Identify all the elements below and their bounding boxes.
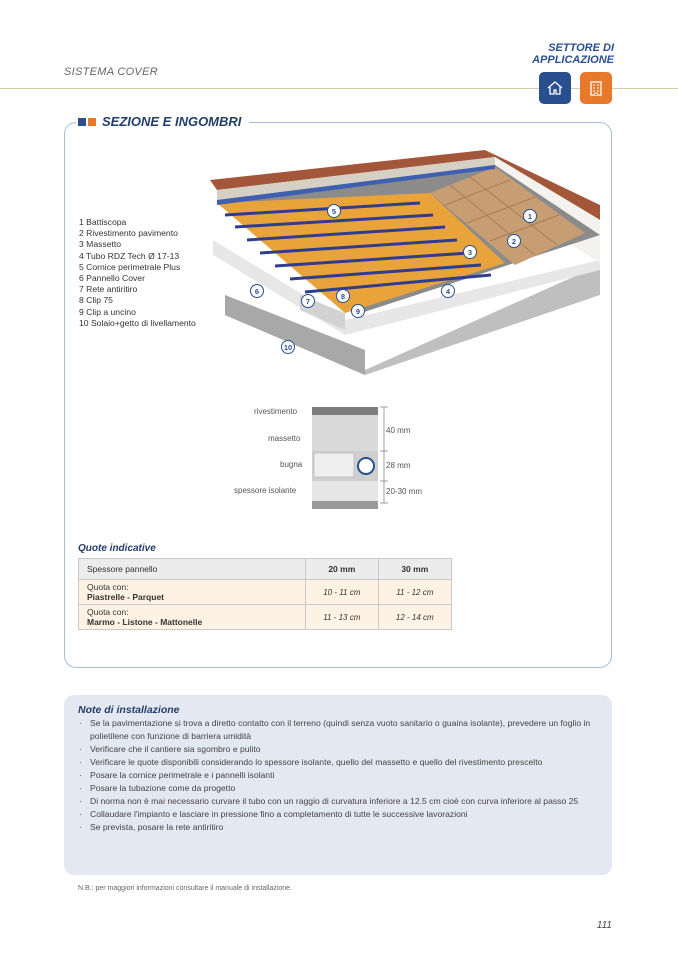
list-item: · Se prevista, posare la rete antiritiro	[78, 821, 598, 834]
callout-badge: 2	[507, 234, 521, 248]
list-item: · Posare la cornice perimetrale e i pannelli isolanti	[78, 769, 598, 782]
callout-badge: 10	[281, 340, 295, 354]
list-item: · Verificare le quote disponibili considerando lo spessore isolante, quello del massetto e quello del rivestimento prescelto	[78, 756, 598, 769]
footnote: N.B.: per maggiori informazioni consultare il manuale di installazione.	[78, 885, 292, 892]
quotes-table	[78, 558, 452, 630]
row-label-line1: Quota con:	[87, 582, 129, 592]
list-item: · Collaudare l'impianto e lasciare in pressione fino a completamento di tutte le successive lavorazioni	[78, 808, 598, 821]
quotes-title: Quote indicative	[78, 543, 156, 554]
notes-list	[78, 717, 598, 834]
callout-badge: 4	[441, 284, 455, 298]
legend-item: 10 Solaio+getto di livellamento	[79, 317, 196, 328]
sector-title-line1: SETTORE DI	[548, 42, 614, 54]
page-number: 111	[596, 920, 612, 931]
floor-section-illustration	[205, 145, 605, 375]
component-legend	[79, 217, 196, 329]
orange-square-icon	[88, 118, 96, 126]
section-title	[76, 114, 249, 129]
callout-badge: 7	[301, 294, 315, 308]
table-row	[79, 580, 452, 605]
table-cell: 10 - 11 cm	[306, 580, 379, 605]
cross-section-diagram	[310, 405, 385, 511]
list-item: · Di norma non è mai necessario curvare il tubo con un raggio di curvatura inferiore a 12.5 cm cioè con curva inferiore al passo 25	[78, 795, 598, 808]
header-divider	[0, 88, 678, 89]
row-label	[79, 580, 306, 605]
table-cell: 11 - 12 cm	[378, 580, 451, 605]
sector-title-line2: APPLICAZIONE	[532, 54, 614, 66]
legend-item: 2 Rivestimento pavimento	[79, 228, 178, 239]
legend-item: 3 Massetto	[79, 239, 122, 250]
building-icon	[580, 72, 612, 104]
legend-item: 8 Clip 75	[79, 295, 113, 306]
blue-square-icon	[78, 118, 86, 126]
system-title: SISTEMA COVER	[64, 66, 158, 78]
callout-badge: 6	[250, 284, 264, 298]
legend-item: 5 Cornice perimetrale Plus	[79, 261, 181, 272]
row-label-line1: Quota con:	[87, 607, 129, 617]
dim-28mm: 28 mm	[386, 461, 411, 470]
callout-badge: 3	[463, 245, 477, 259]
table-cell: 12 - 14 cm	[378, 605, 451, 630]
label-rivestimento: rivestimento	[254, 407, 298, 416]
table-row	[79, 605, 452, 630]
dim-20-30mm: 20-30 mm	[386, 487, 423, 496]
legend-item: 7 Rete antiritiro	[79, 284, 138, 295]
row-label-line2: Piastrelle - Parquet	[87, 592, 165, 602]
callout-badge: 5	[327, 204, 341, 218]
section-title-text: SEZIONE E INGOMBRI	[102, 114, 242, 129]
row-label-line2: Marmo - Listone - Mattonelle	[87, 617, 203, 627]
header-cell: Spessore pannello	[79, 559, 306, 580]
table-cell: 11 - 13 cm	[306, 605, 379, 630]
callout-badge: 9	[351, 304, 365, 318]
notes-title: Note di installazione	[78, 704, 180, 716]
label-bugna: bugna	[280, 460, 303, 469]
row-label	[79, 605, 306, 630]
home-icon	[539, 72, 571, 104]
sector-title	[532, 42, 614, 66]
callout-badge: 8	[336, 289, 350, 303]
list-item: · Posare la tubazione come da progetto	[78, 782, 598, 795]
callout-badge: 1	[523, 209, 537, 223]
header-cell: 20 mm	[306, 559, 379, 580]
legend-item: 9 Clip a uncino	[79, 306, 136, 317]
list-item: · Verificare che il cantiere sia sgombro e pulito	[78, 743, 598, 756]
legend-item: 6 Pannello Cover	[79, 273, 145, 284]
header-cell: 30 mm	[378, 559, 451, 580]
legend-item: 1 Battiscopa	[79, 217, 127, 227]
installation-notes	[64, 695, 612, 875]
table-header-row	[79, 559, 452, 580]
dim-40mm: 40 mm	[386, 426, 411, 435]
label-massetto: massetto	[268, 434, 301, 443]
label-spessore-isolante: spessore isolante	[234, 486, 297, 495]
legend-item: 4 Tubo RDZ Tech Ø 17-13	[79, 250, 180, 261]
list-item: · Se la pavimentazione si trova a diretto contatto con il terreno (quindi senza vuoto sanitario o guaina isolante), prevedere un foglio in polietilene con funzione di barriera umidità	[78, 717, 598, 743]
